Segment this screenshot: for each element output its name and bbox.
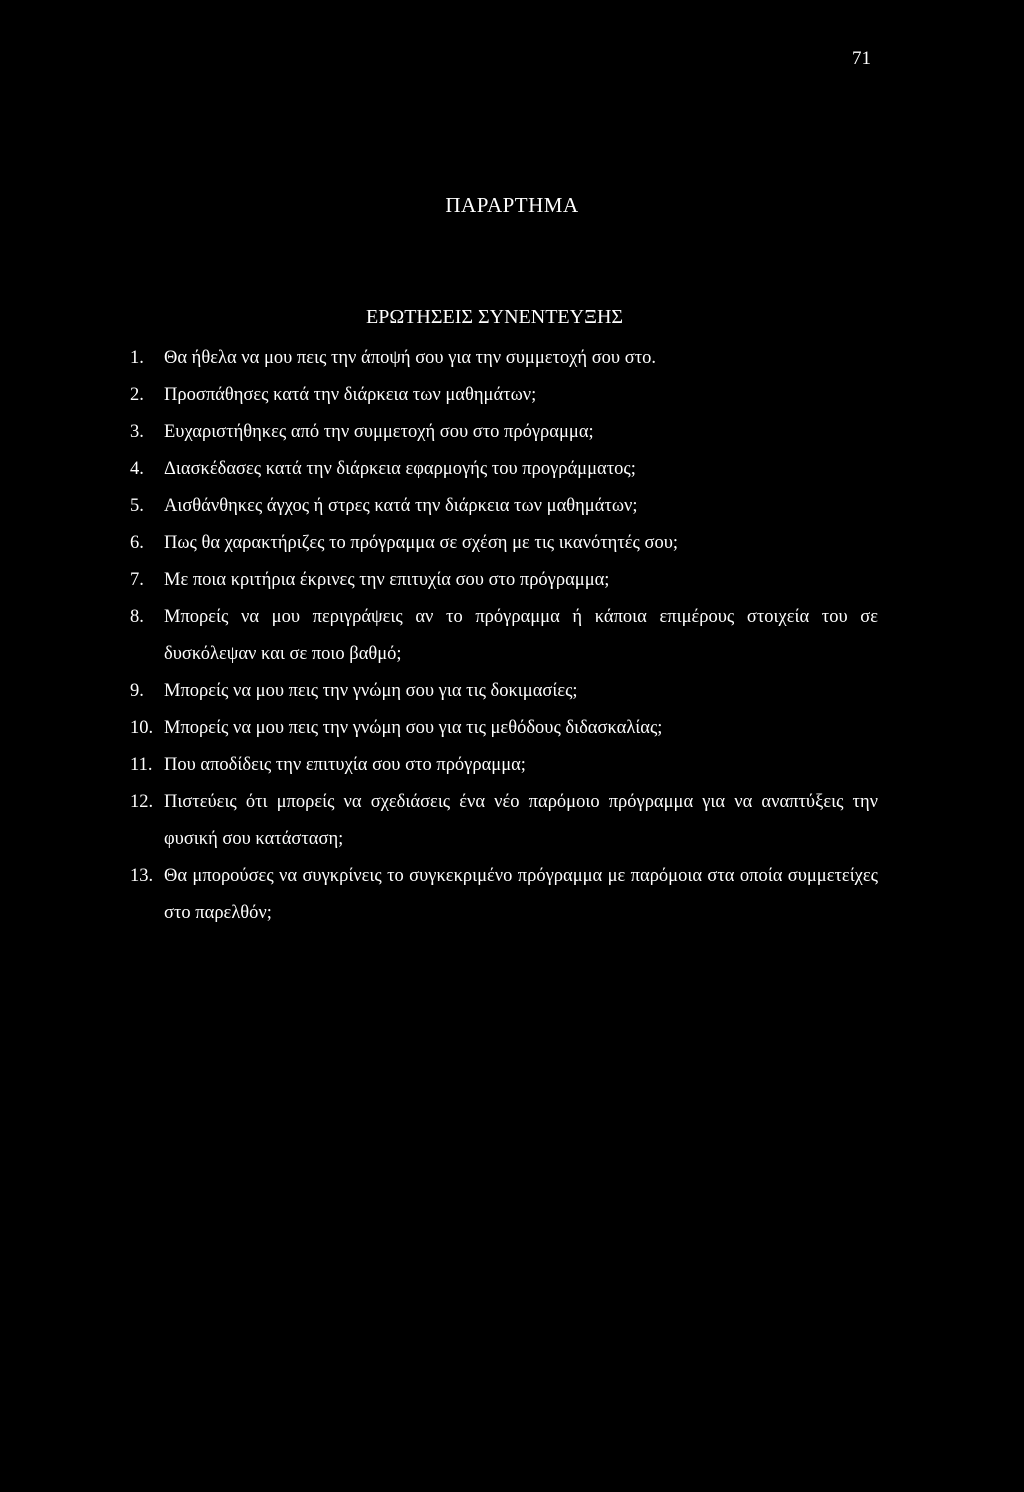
question-number: 3. [130,422,144,442]
page-title: ΠΑΡΑΡΤΗΜΑ [445,193,579,217]
question-item [130,599,878,673]
question-item [130,488,878,525]
question-text: Ευχαριστήθηκες από την συμμετοχή σου στο πρόγραμμα; [164,422,594,442]
question-text: Μπορείς να μου πεις την γνώμη σου για τις δοκιμασίες; [164,681,578,701]
question-item [130,858,878,932]
question-text: Μπορείς να μου περιγράψεις αν το πρόγραμμα ή κάποια επιμέρους στοιχεία του σε δυσκόλεψαν και σε ποιο βαθμό; [164,607,878,664]
question-text: Πιστεύεις ότι μπορείς να σχεδιάσεις ένα νέο παρόμοιο πρόγραμμα για να αναπτύξεις την φυσική σου κατάσταση; [164,792,878,849]
question-number: 8. [130,607,144,627]
question-text: Πως θα χαρακτήριζες το πρόγραμμα σε σχέση με τις ικανότητές σου; [164,533,678,553]
question-text: Αισθάνθηκες άγχος ή στρες κατά την διάρκεια των μαθημάτων; [164,496,638,516]
question-text: Θα μπορούσες να συγκρίνεις το συγκεκριμένο πρόγραμμα με παρόμοια στα οποία συμμετείχες στο παρελθόν; [164,866,878,923]
question-text: Μπορείς να μου πεις την γνώμη σου για τις μεθόδους διδασκαλίας; [164,718,663,738]
question-number: 13. [130,866,154,886]
question-text: Διασκέδασες κατά την διάρκεια εφαρμογής του προγράμματος; [164,459,636,479]
question-item [130,562,878,599]
question-number: 7. [130,570,144,590]
question-number: 1. [130,348,144,368]
question-item [130,340,878,377]
question-item [130,377,878,414]
section-subtitle: ΕΡΩΤΗΣΕΙΣ ΣΥΝΕΝΤΕΥΞΗΣ [366,306,624,328]
question-number: 2. [130,385,144,405]
question-number: 10. [130,718,154,738]
question-number: 5. [130,496,144,516]
question-text: Που αποδίδεις την επιτυχία σου στο πρόγραμμα; [164,755,526,775]
page-number: 71 [852,48,871,69]
question-item [130,414,878,451]
question-item [130,747,878,784]
question-item [130,784,878,858]
question-list [130,340,878,932]
question-text: Προσπάθησες κατά την διάρκεια των μαθημάτων; [164,385,537,405]
question-item [130,451,878,488]
question-number: 6. [130,533,144,553]
question-number: 9. [130,681,144,701]
question-item [130,525,878,562]
question-item [130,673,878,710]
question-text: Με ποια κριτήρια έκρινες την επιτυχία σου στο πρόγραμμα; [164,570,610,590]
question-text: Θα ήθελα να μου πεις την άποψή σου για την συμμετοχή σου στο. [164,348,657,368]
question-number: 11. [130,755,153,775]
question-number: 12. [130,792,154,812]
question-item [130,710,878,747]
question-number: 4. [130,459,144,479]
